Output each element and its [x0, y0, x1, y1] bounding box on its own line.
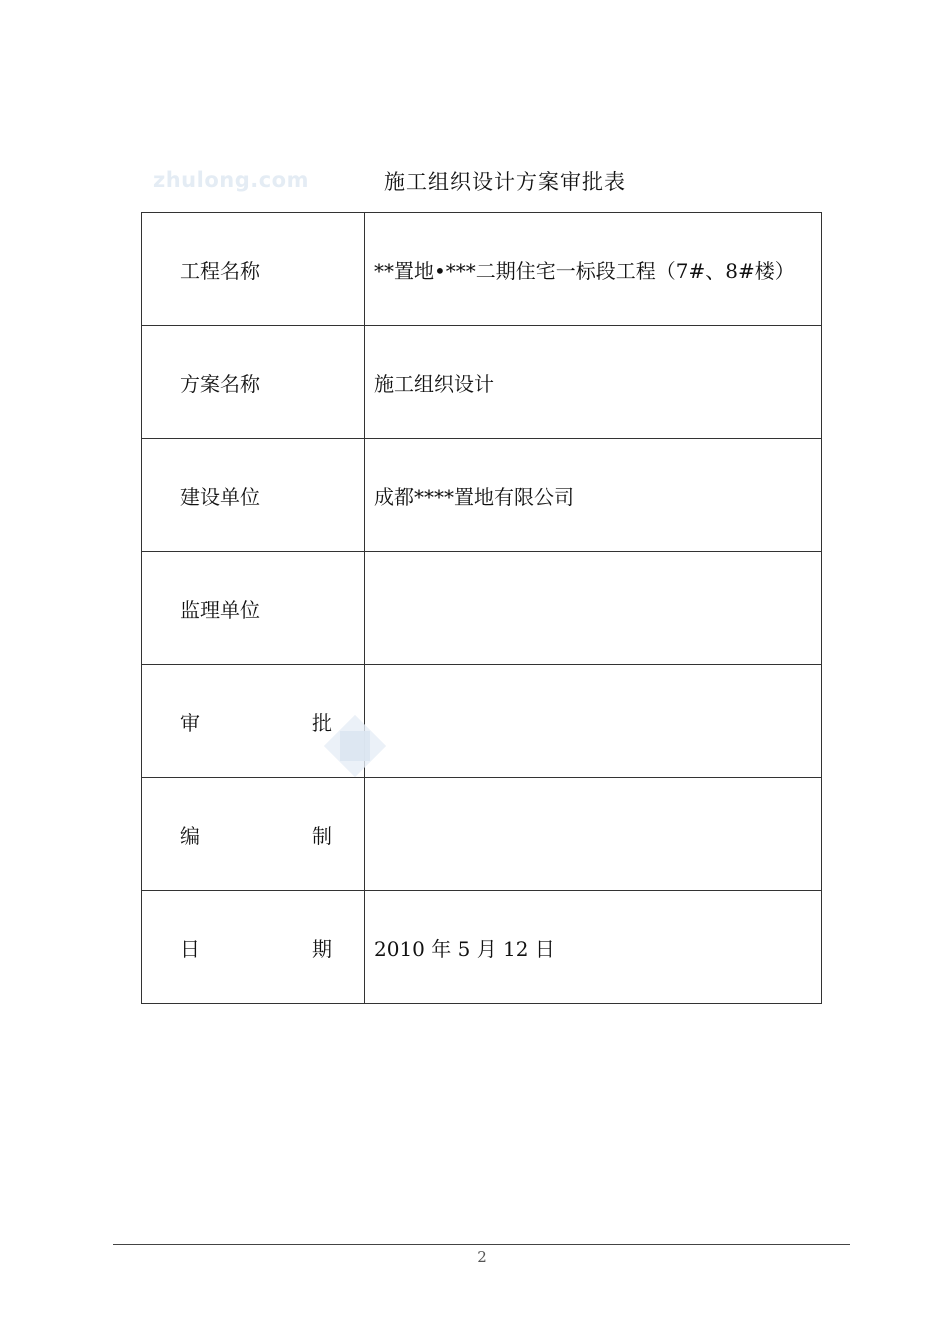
watermark-text: zhulong.com — [153, 168, 309, 192]
label-cell — [142, 213, 365, 326]
watermark-seal-inner-icon — [340, 731, 370, 761]
value-cell — [365, 552, 822, 665]
document-title: 施工组织设计方案审批表 — [384, 170, 626, 194]
label-char: 审 — [180, 710, 200, 735]
label-cell — [142, 439, 365, 552]
table-row — [142, 891, 822, 1004]
label-char: 制 — [312, 823, 332, 848]
label-char: 编 — [180, 823, 200, 848]
value-cell: 2010 年 5 月 12 日 — [365, 891, 822, 1004]
label-char: 日 — [180, 936, 200, 961]
footer-divider — [113, 1244, 850, 1245]
approval-form-table — [141, 212, 822, 1004]
value-cell: **置地•***二期住宅一标段工程（7#、8#楼） — [365, 213, 822, 326]
label-text: 监理单位 — [180, 597, 260, 622]
label-cell — [142, 326, 365, 439]
label-text: 方案名称 — [180, 371, 260, 396]
label-char: 批 — [312, 710, 332, 735]
label-text: 建设单位 — [180, 484, 260, 509]
label-cell — [142, 552, 365, 665]
label-cell — [142, 665, 365, 778]
value-cell — [365, 665, 822, 778]
table-row — [142, 665, 822, 778]
value-cell — [365, 778, 822, 891]
label-text: 工程名称 — [180, 258, 260, 283]
value-cell: 成都****置地有限公司 — [365, 439, 822, 552]
table-row — [142, 439, 822, 552]
label-char: 期 — [312, 936, 332, 961]
value-cell: 施工组织设计 — [365, 326, 822, 439]
label-cell — [142, 778, 365, 891]
table-row — [142, 213, 822, 326]
page-number: 2 — [477, 1248, 487, 1266]
table-row — [142, 552, 822, 665]
label-cell — [142, 891, 365, 1004]
table-row — [142, 326, 822, 439]
table-row — [142, 778, 822, 891]
